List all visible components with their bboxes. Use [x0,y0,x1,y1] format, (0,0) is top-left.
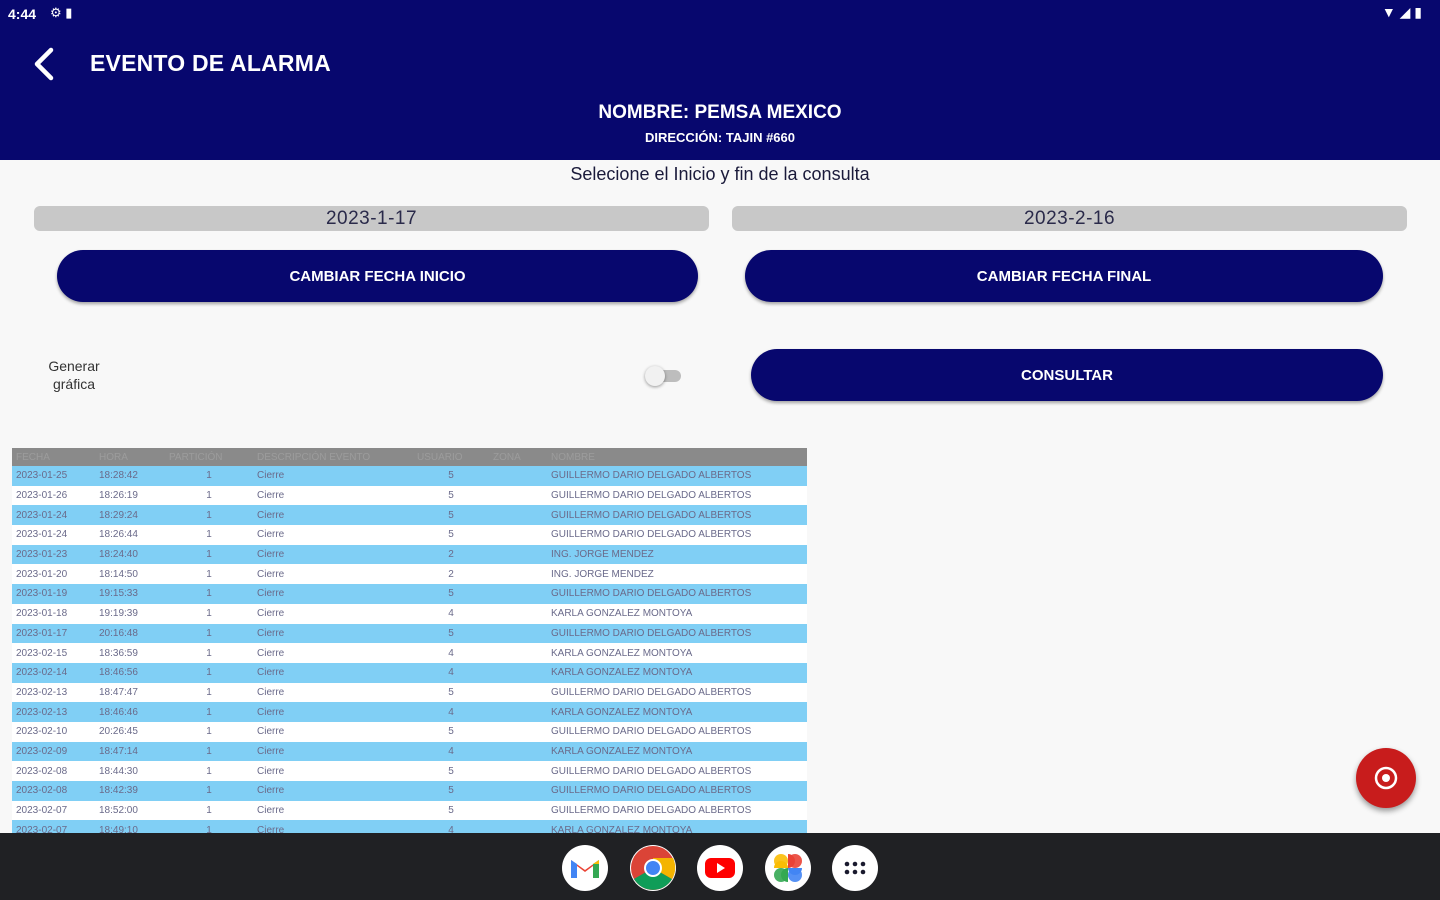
table-row[interactable] [12,545,807,565]
table-row[interactable] [12,624,807,644]
table-cell: 18:49:10 [95,820,165,833]
table-cell: Cierre [253,663,413,683]
table-cell: Cierre [253,564,413,584]
end-date-display: 2023-2-16 [732,206,1407,231]
table-cell [489,584,547,604]
table-cell: KARLA GONZALEZ MONTOYA [547,663,807,683]
table-cell: 18:47:47 [95,683,165,703]
table-row[interactable] [12,643,807,663]
table-cell: Cierre [253,525,413,545]
table-cell: 2023-02-07 [12,801,95,821]
youtube-icon [704,856,736,880]
table-cell [489,643,547,663]
table-cell: 2 [413,564,489,584]
gmail-app[interactable] [562,845,608,891]
table-cell: 2023-01-17 [12,624,95,644]
table-cell: 18:24:40 [95,545,165,565]
wifi-icon: ▼ [1381,4,1396,20]
table-cell: 4 [413,702,489,722]
table-cell: 5 [413,683,489,703]
table-cell: 1 [165,742,253,762]
table-cell: 18:42:39 [95,781,165,801]
table-cell: 1 [165,604,253,624]
app-drawer-icon [844,861,866,875]
table-cell: 18:29:24 [95,505,165,525]
chrome-app[interactable] [630,845,676,891]
table-cell: 18:52:00 [95,801,165,821]
table-cell: 5 [413,761,489,781]
table-cell: 2023-01-19 [12,584,95,604]
table-cell: 5 [413,584,489,604]
instructions-text: Selecione el Inicio y fin de la consulta [570,164,870,184]
table-cell: Cierre [253,702,413,722]
table-cell: 2023-02-09 [12,742,95,762]
back-button[interactable] [24,44,64,84]
record-fab-button[interactable] [1356,748,1416,808]
table-cell: 2023-01-24 [12,505,95,525]
sd-card-icon: ▮ [65,5,73,20]
table-cell: ING. JORGE MENDEZ [547,545,807,565]
table-row[interactable] [12,742,807,762]
table-row[interactable] [12,584,807,604]
table-cell: Cierre [253,722,413,742]
table-cell: 1 [165,486,253,506]
table-row[interactable] [12,604,807,624]
signal-icon: ◢ [1399,4,1411,20]
table-cell [489,624,547,644]
table-cell: Cierre [253,584,413,604]
table-cell: Cierre [253,505,413,525]
table-cell: 4 [413,643,489,663]
table-cell [489,525,547,545]
settings-icon: ⚙ [50,5,62,20]
table-body [12,466,807,833]
page-title: EVENTO DE ALARMA [90,50,331,76]
record-icon [1373,765,1399,791]
table-cell [489,466,547,486]
table-cell: 5 [413,801,489,821]
column-header: DESCRIPCIÓN EVENTO [253,448,413,466]
table-cell: 18:47:14 [95,742,165,762]
table-cell: GUILLERMO DARIO DELGADO ALBERTOS [547,525,807,545]
table-cell: 1 [165,624,253,644]
table-cell: 1 [165,466,253,486]
query-button[interactable]: CONSULTAR [751,349,1383,401]
table-row[interactable] [12,466,807,486]
table-cell [489,545,547,565]
arrow-back-icon [31,47,57,81]
table-row[interactable] [12,564,807,584]
table-cell: 1 [165,683,253,703]
table-row[interactable] [12,683,807,703]
table-cell [489,722,547,742]
table-cell: 18:26:44 [95,525,165,545]
table-cell: 1 [165,663,253,683]
photos-icon [772,852,804,884]
app-drawer[interactable] [832,845,878,891]
table-cell: 1 [165,801,253,821]
table-cell: 5 [413,486,489,506]
table-cell: 2023-02-14 [12,663,95,683]
table-cell: 18:46:46 [95,702,165,722]
table-row[interactable] [12,761,807,781]
table-cell: 5 [413,624,489,644]
table-cell: 18:26:19 [95,486,165,506]
table-cell: Cierre [253,781,413,801]
table-cell: 5 [413,722,489,742]
table-cell [489,820,547,833]
table-cell [489,604,547,624]
table-cell [489,742,547,762]
table-cell: ING. JORGE MENDEZ [547,564,807,584]
client-name: NOMBRE: PEMSA MEXICO [598,102,842,123]
table-cell: 19:15:33 [95,584,165,604]
table-cell: 2023-02-13 [12,702,95,722]
client-address: DIRECCIÓN: TAJIN #660 [644,130,795,145]
start-date-display: 2023-1-17 [34,206,709,231]
table-cell: 19:19:39 [95,604,165,624]
table-cell: GUILLERMO DARIO DELGADO ALBERTOS [547,466,807,486]
events-table [12,448,807,833]
table-cell: GUILLERMO DARIO DELGADO ALBERTOS [547,781,807,801]
table-cell: 5 [413,525,489,545]
table-cell: KARLA GONZALEZ MONTOYA [547,604,807,624]
change-start-date-button[interactable]: CAMBIAR FECHA INICIO [57,250,698,302]
table-cell: 1 [165,545,253,565]
table-row[interactable] [12,820,807,833]
table-cell: Cierre [253,545,413,565]
table-cell: 1 [165,505,253,525]
table-cell: 1 [165,702,253,722]
table-header-row [12,448,807,466]
battery-icon: ▮ [1414,4,1422,20]
table-cell: GUILLERMO DARIO DELGADO ALBERTOS [547,584,807,604]
table-row[interactable] [12,505,807,525]
table-cell: Cierre [253,820,413,833]
table-row[interactable] [12,722,807,742]
table-cell [489,683,547,703]
table-cell: KARLA GONZALEZ MONTOYA [547,820,807,833]
table-cell: Cierre [253,742,413,762]
app-header [0,0,1440,160]
table-cell: 1 [165,525,253,545]
change-end-date-button[interactable]: CAMBIAR FECHA FINAL [745,250,1383,302]
table-cell: KARLA GONZALEZ MONTOYA [547,742,807,762]
table-cell: GUILLERMO DARIO DELGADO ALBERTOS [547,505,807,525]
table-cell: 5 [413,505,489,525]
table-cell: 18:46:56 [95,663,165,683]
generate-graph-toggle[interactable] [645,366,683,386]
column-header: HORA [95,448,165,466]
table-cell: 2023-01-20 [12,564,95,584]
table-cell: Cierre [253,624,413,644]
table-cell: 2023-02-08 [12,781,95,801]
table-row[interactable] [12,486,807,506]
table-cell: 5 [413,781,489,801]
status-icons-left [50,5,72,21]
generate-graph-label: Generar gráfica [48,358,100,392]
table-cell: GUILLERMO DARIO DELGADO ALBERTOS [547,486,807,506]
table-cell: 18:14:50 [95,564,165,584]
table-cell: 2023-02-10 [12,722,95,742]
table-cell: 2023-01-23 [12,545,95,565]
table-cell: 1 [165,643,253,663]
table-cell: KARLA GONZALEZ MONTOYA [547,643,807,663]
table-cell: 2 [413,545,489,565]
table-cell [489,702,547,722]
chrome-icon [630,845,676,891]
table-row[interactable] [12,702,807,722]
table-row[interactable] [12,801,807,821]
table-cell: 2023-01-24 [12,525,95,545]
column-header: PARTICIÓN [165,448,253,466]
table-cell [489,486,547,506]
table-cell: GUILLERMO DARIO DELGADO ALBERTOS [547,624,807,644]
toggle-thumb [645,366,665,386]
table-cell: 1 [165,584,253,604]
table-row[interactable] [12,781,807,801]
table-cell: 18:36:59 [95,643,165,663]
table-cell: 20:16:48 [95,624,165,644]
table-cell: 2023-02-07 [12,820,95,833]
table-cell: 1 [165,820,253,833]
status-icons-right [1382,4,1422,21]
table-cell: GUILLERMO DARIO DELGADO ALBERTOS [547,722,807,742]
table-row[interactable] [12,525,807,545]
table-cell: 1 [165,722,253,742]
table-cell: GUILLERMO DARIO DELGADO ALBERTOS [547,801,807,821]
table-cell: 2023-01-18 [12,604,95,624]
table-cell: 1 [165,781,253,801]
table-cell: 20:26:45 [95,722,165,742]
photos-app[interactable] [765,845,811,891]
events-table-container[interactable] [12,448,807,833]
table-cell: Cierre [253,643,413,663]
youtube-app[interactable] [697,845,743,891]
gmail-icon [569,856,601,880]
table-cell: 4 [413,820,489,833]
table-cell: Cierre [253,466,413,486]
table-cell: GUILLERMO DARIO DELGADO ALBERTOS [547,761,807,781]
table-cell: GUILLERMO DARIO DELGADO ALBERTOS [547,683,807,703]
table-cell: 2023-01-26 [12,486,95,506]
table-cell [489,505,547,525]
table-cell: 4 [413,604,489,624]
table-cell: Cierre [253,604,413,624]
table-cell [489,663,547,683]
column-header: ZONA [489,448,547,466]
table-cell: KARLA GONZALEZ MONTOYA [547,702,807,722]
table-cell: 18:44:30 [95,761,165,781]
table-cell [489,801,547,821]
table-cell: Cierre [253,683,413,703]
column-header: NOMBRE [547,448,807,466]
column-header: USUARIO [413,448,489,466]
table-cell: 2023-02-13 [12,683,95,703]
table-cell: Cierre [253,801,413,821]
table-cell: 2023-01-25 [12,466,95,486]
table-cell: 2023-02-15 [12,643,95,663]
table-cell: 5 [413,466,489,486]
table-cell [489,781,547,801]
table-cell: 18:28:42 [95,466,165,486]
table-cell: 4 [413,742,489,762]
table-cell [489,564,547,584]
status-time: 4:44 [8,6,37,22]
column-header: FECHA [12,448,95,466]
table-cell: 1 [165,761,253,781]
table-cell: Cierre [253,761,413,781]
table-cell: Cierre [253,486,413,506]
table-cell: 1 [165,564,253,584]
table-cell: 4 [413,663,489,683]
table-cell [489,761,547,781]
table-cell: 2023-02-08 [12,761,95,781]
table-row[interactable] [12,663,807,683]
